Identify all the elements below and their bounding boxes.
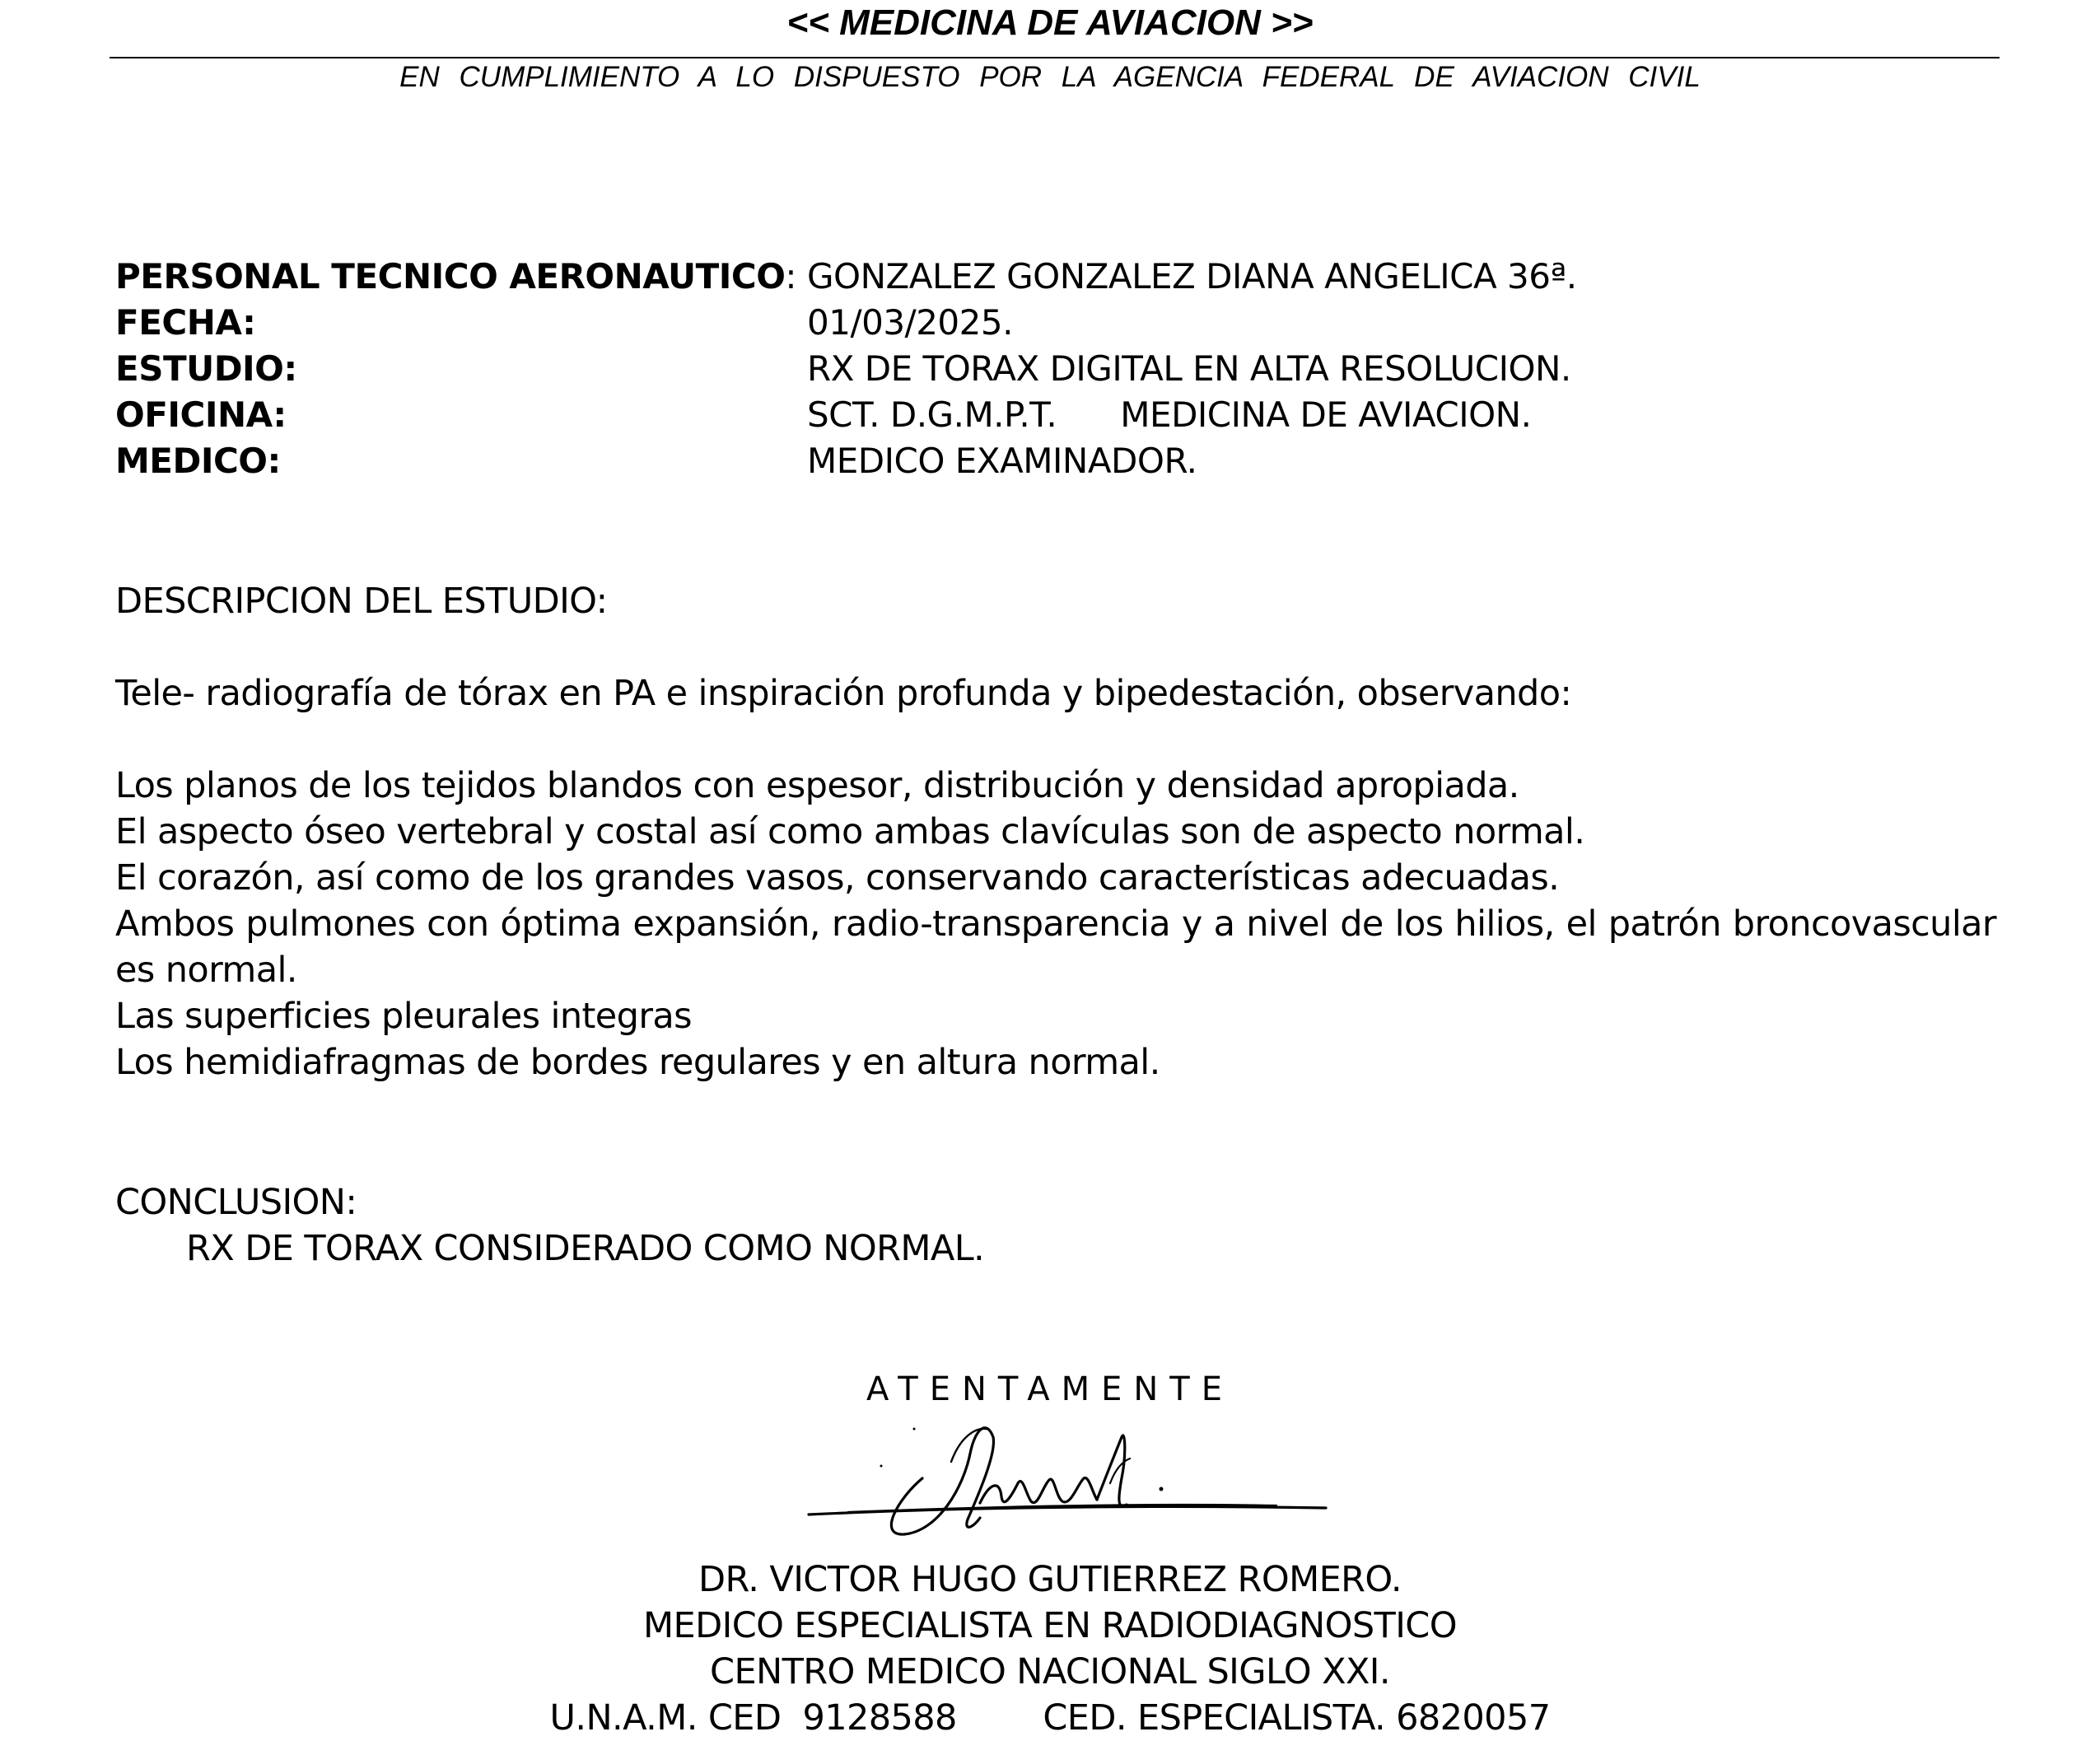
conclusion-heading: CONCLUSION:: [115, 1182, 357, 1223]
description-heading: DESCRIPCION DEL ESTUDIO:: [115, 581, 608, 622]
document-title: << MEDICINA DE AVIACION >>: [786, 2, 1314, 43]
fecha-label: FECHA:: [115, 302, 256, 343]
medico-value: MEDICO EXAMINADOR.: [807, 441, 1197, 481]
document-subtitle: EN CUMPLIMIENTO A LO DISPUESTO POR LA AGENCIA FEDERAL DE AVIACION CIVIL: [399, 61, 1701, 93]
closing-atentamente: ATENTAMENTE: [866, 1370, 1234, 1408]
title-divider: [110, 57, 2000, 58]
finding-lungs: Ambos pulmones con óptima expansión, radio-transparencia y a nivel de los hilios, el patrón broncovascular es normal.: [115, 903, 1996, 991]
oficina-label: OFICINA:: [115, 394, 287, 435]
finding-heart: El corazón, así como de los grandes vasos, conservando características adecuadas.: [115, 857, 1560, 899]
estudio-value: RX DE TORAX DIGITAL EN ALTA RESOLUCION.: [807, 348, 1571, 389]
signer-specialty: MEDICO ESPECIALISTA EN RADIODIAGNOSTICO: [643, 1605, 1457, 1646]
conclusion-text: RX DE TORAX CONSIDERADO COMO NORMAL.: [186, 1228, 985, 1269]
signer-credentials: U.N.A.M. CED 9128588 CED. ESPECIALISTA. 6820057: [549, 1697, 1551, 1739]
signer-name: DR. VICTOR HUGO GUTIERREZ ROMERO.: [698, 1559, 1402, 1600]
personal-label-colon: :: [785, 256, 797, 296]
finding-diaphragm: Los hemidiafragmas de bordes regulares y en altura normal.: [115, 1042, 1160, 1083]
medico-label: MEDICO:: [115, 441, 281, 481]
estudio-label: ESTUDIO:: [115, 348, 297, 389]
fecha-value: 01/03/2025.: [807, 302, 1013, 343]
personal-label: PERSONAL TECNICO AERONAUTICO: [115, 256, 786, 296]
oficina-value: SCT. D.G.M.P.T. MEDICINA DE AVIACION.: [807, 394, 1532, 435]
finding-pleura: Las superficies pleurales integras: [115, 996, 692, 1037]
description-intro: Tele- radiografía de tórax en PA e inspiración profunda y bipedestación, observando:: [115, 673, 1572, 714]
signer-institution: CENTRO MEDICO NACIONAL SIGLO XXI.: [710, 1651, 1390, 1692]
personal-value: GONZALEZ GONZALEZ DIANA ANGELICA 36ª.: [807, 256, 1577, 296]
finding-bones: El aspecto óseo vertebral y costal así como ambas clavículas son de aspecto normal.: [115, 811, 1585, 852]
finding-soft-tissue: Los planos de los tejidos blandos con espesor, distribución y densidad apropiada.: [115, 765, 1519, 806]
handwritten-signature-icon: [799, 1404, 1359, 1548]
